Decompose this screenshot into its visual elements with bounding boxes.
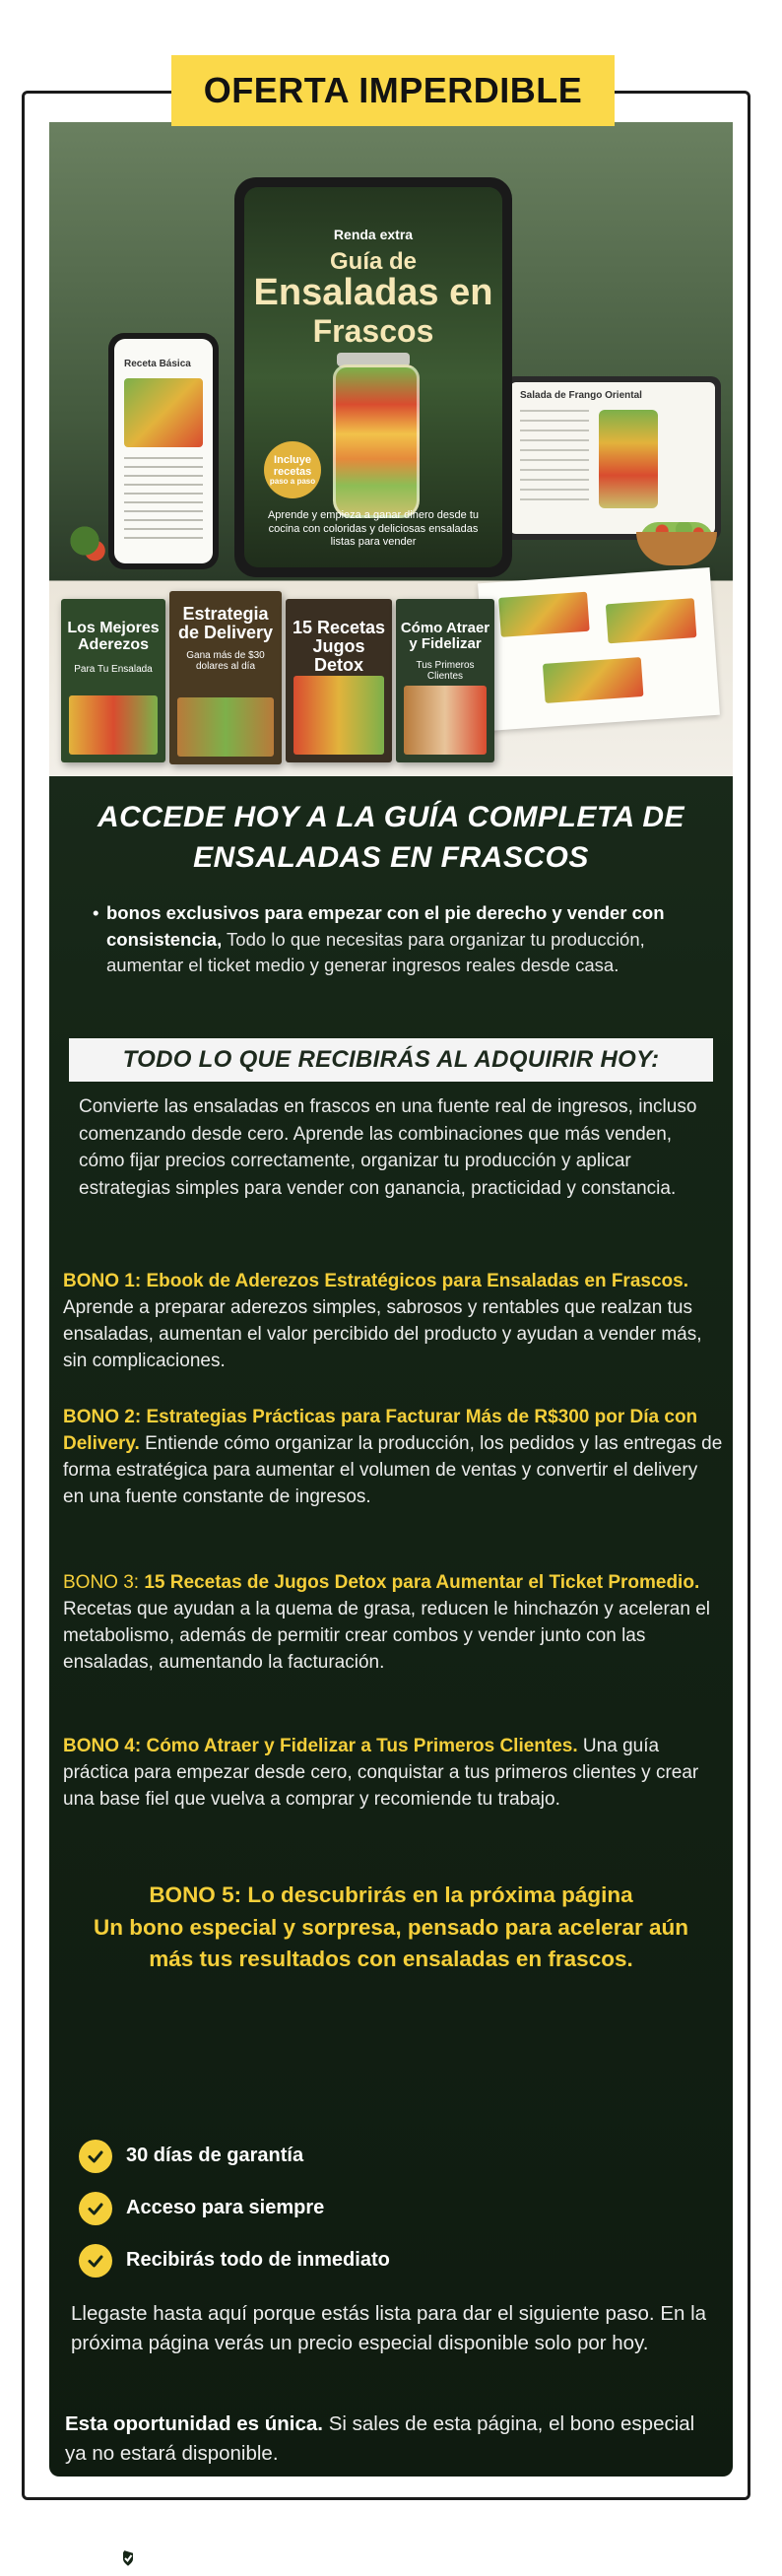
laptop-photo bbox=[599, 410, 658, 508]
check-item: Acceso para siempre bbox=[79, 2182, 689, 2234]
printed-pages bbox=[478, 567, 720, 731]
bonus-3: BONO 3: 15 Recetas de Jugos Detox para Aumentar el Ticket Promedio. Recetas que ayudan a la quema de grasa, reducen le hinchazón y aceleran el metabolismo, además de permitir crear combos y vender junto con las ensaladas, aumentando la facturación. bbox=[63, 1572, 710, 1673]
offer-panel bbox=[49, 122, 733, 2557]
recipes-seal: Incluye recetas paso a paso bbox=[264, 441, 321, 498]
laptop-title: Salada de Frango Oriental bbox=[520, 390, 642, 401]
check-icon bbox=[79, 2244, 112, 2278]
book-aderezos: Los Mejores Aderezos Para Tu Ensalada bbox=[61, 599, 165, 762]
phone-mockup bbox=[108, 333, 219, 569]
laptop-mockup bbox=[504, 376, 721, 540]
tablet-title-2: Ensaladas en bbox=[253, 272, 493, 313]
check-icon bbox=[79, 2140, 112, 2173]
phone-photo bbox=[124, 378, 203, 447]
check-item: 30 días de garantía bbox=[79, 2130, 689, 2182]
salad-bowl bbox=[636, 532, 717, 565]
book-fidelizar: Cómo Atraer y Fidelizar Tus Primeros Clientes bbox=[396, 599, 494, 762]
book-jugos-detox: 15 Recetas Jugos Detox bbox=[286, 599, 392, 762]
tablet-mockup bbox=[234, 177, 512, 577]
urgency-paragraph: Esta oportunidad es única. Si sales de esta página, el bono especial ya no estará disponible. bbox=[65, 2412, 695, 2465]
intro-paragraph: Convierte las ensaladas en frascos en una fuente real de ingresos, incluso comenzando desde cero. Aprende las combinaciones que más venden, cómo fijar precios correctamente, organizar tu producción y aplicar estrategias simples para vender con ganancia, practicidad y constancia. bbox=[79, 1096, 697, 1199]
bonus-1: BONO 1: Ebook de Aderezos Estratégicos para Ensaladas en Frascos. Aprende a preparar aderezos simples, sabrosos y rentables que realzan tus ensaladas, aumentan el valor percibido del producto y ayudan a vender más, sin complicaciones. bbox=[63, 1271, 702, 1371]
footer-text: Compra segura | Acceso inmediato | Garantía de 30 días bbox=[146, 2537, 619, 2557]
trust-footer bbox=[95, 2524, 705, 2571]
secure-bag-icon bbox=[95, 2524, 142, 2571]
check-item: Recibirás todo de inmediato bbox=[79, 2234, 689, 2286]
product-mockup-image bbox=[49, 122, 733, 776]
bonus-5: BONO 5: Lo descubrirás en la próxima página Un bono especial y sorpresa, pensado para acelerar aún más tus resultados con ensaladas en frascos. bbox=[94, 1882, 688, 1972]
section-banner: TODO LO QUE RECIBIRÁS AL ADQUIRIR HOY: bbox=[69, 1038, 713, 1082]
closing-paragraph: Llegaste hasta aquí porque estás lista para dar el siguiente paso. En la próxima página verás un precio especial disponible solo por hoy. bbox=[71, 2302, 707, 2354]
bonus-bullet: • bonos exclusivos para empezar con el pie derecho y vender con consistencia, Todo lo que necesitas para organizar tu producción, aumentar el ticket medio y generar ingresos reales desde casa. bbox=[93, 902, 665, 976]
book-delivery: Estrategia de Delivery Gana más de $30 dolares al día bbox=[169, 591, 282, 764]
offer-badge: OFERTA IMPERDIBLE bbox=[171, 55, 615, 126]
bonus-2: BONO 2: Estrategias Prácticas para Facturar Más de R$300 por Día con Delivery. Entiende cómo organizar la producción, los pedidos y las entregas de forma estratégica para aumentar el volumen de ventas y convertir el delivery en una fuente constante de ingresos. bbox=[63, 1407, 723, 1507]
tablet-title-1: Guía de bbox=[329, 248, 418, 275]
check-icon bbox=[79, 2192, 112, 2225]
vegetables-decoration bbox=[59, 516, 110, 565]
phone-title: Receta Básica bbox=[124, 359, 191, 369]
bonus-4: BONO 4: Cómo Atraer y Fidelizar a Tus Primeros Clientes. Una guía práctica para empezar desde cero, conquistar a tus primeros clientes y crear una base fiel que vuelva a comprar y recomiende tu trabajo. bbox=[63, 1736, 699, 1810]
tablet-title-3: Frascos bbox=[312, 313, 434, 349]
tablet-tagline: Aprende y empieza a ganar dinero desde tu cocina con coloridas y deliciosas ensaladas listas para vender bbox=[267, 508, 480, 549]
main-headline: ACCEDE HOY A LA GUÍA COMPLETA DE ENSALADAS EN FRASCOS bbox=[97, 801, 685, 874]
tablet-brand: Renda extra bbox=[333, 227, 414, 242]
guarantee-list bbox=[79, 2130, 689, 2286]
salad-jar-image bbox=[333, 364, 420, 518]
